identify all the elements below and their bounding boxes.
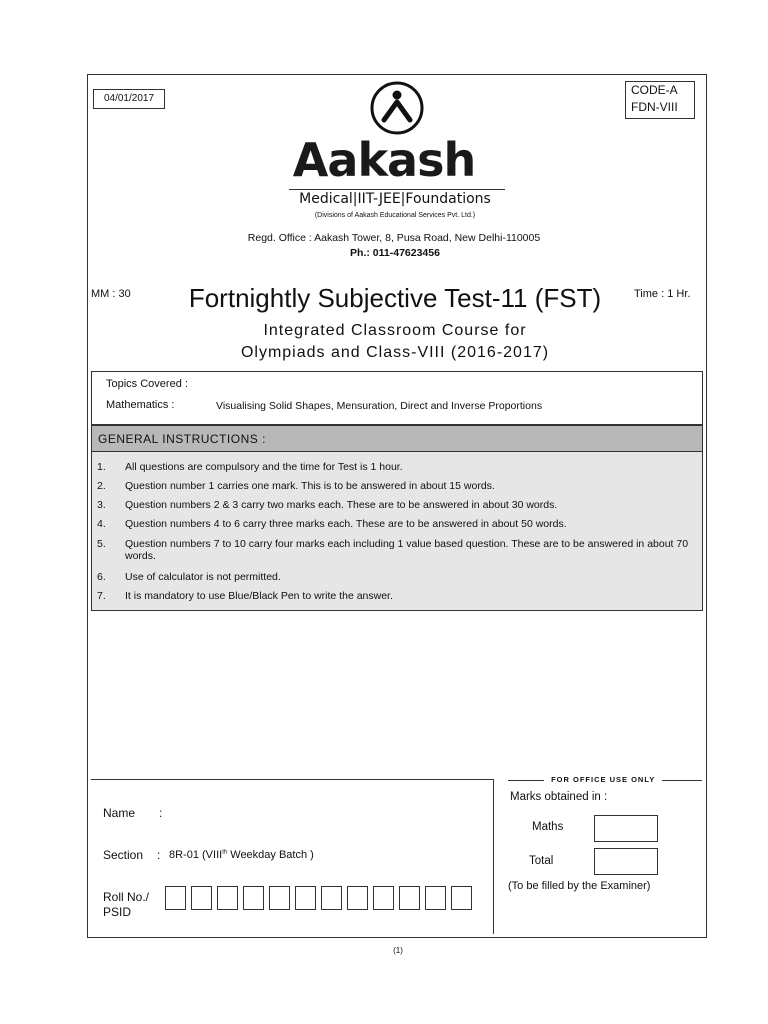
instruction-text: It is mandatory to use Blue/Black Pen to write the answer. <box>125 590 393 602</box>
instruction-number: 1. <box>97 461 106 473</box>
dash-rule <box>662 780 702 781</box>
maths-label: Maths <box>532 821 564 833</box>
instruction-number: 7. <box>97 590 106 602</box>
instruction-text: Question numbers 4 to 6 carry three marks each. These are to be answered in about 50 words. <box>125 518 567 530</box>
office-use-heading <box>508 775 704 784</box>
section-value-text: 8R-01 (VIII <box>169 849 223 861</box>
roll-number-cell[interactable] <box>451 886 472 910</box>
instruction-text: Question numbers 2 & 3 carry two marks each. These are to be answered in about 30 words. <box>125 499 558 511</box>
instruction-number: 6. <box>97 571 106 583</box>
roll-number-cell[interactable] <box>373 886 394 910</box>
roll-number-cell[interactable] <box>217 886 238 910</box>
total-marks-box[interactable] <box>594 848 658 875</box>
subtitle-line: Olympiads and Class-VIII (2016-2017) <box>240 344 550 361</box>
instruction-number: 5. <box>97 538 106 550</box>
division-note: (Divisions of Aakash Educational Services Pvt. Ltd.) <box>314 212 476 219</box>
roll-number-cell[interactable] <box>321 886 342 910</box>
instructions-heading: GENERAL INSTRUCTIONS : <box>91 425 703 452</box>
office-phone: Ph.: 011-47623456 <box>350 247 440 259</box>
office-address: Regd. Office : Aakash Tower, 8, Pusa Road, New Delhi-110005 <box>247 232 541 244</box>
subtitle-line: Integrated Classroom Course for <box>263 322 527 339</box>
code-box <box>625 81 695 119</box>
roll-number-cell[interactable] <box>295 886 316 910</box>
brand-name: Aakash <box>292 133 476 187</box>
roll-label-line: Roll No./ <box>103 890 150 904</box>
roll-number-cell[interactable] <box>191 886 212 910</box>
roll-number-cell[interactable] <box>269 886 290 910</box>
subject-label: Mathematics : <box>106 399 175 411</box>
instruction-number: 2. <box>97 480 106 492</box>
test-subtitle <box>0 320 768 364</box>
marks-obtained-label: Marks obtained in : <box>510 791 608 803</box>
instruction-number: 4. <box>97 518 106 530</box>
roll-number-cell[interactable] <box>399 886 420 910</box>
section-value-end: Weekday Batch ) <box>227 849 314 861</box>
page-number: (1) <box>393 946 403 955</box>
name-label: Name <box>103 806 136 820</box>
test-title: Fortnightly Subjective Test-11 (FST) <box>188 283 602 313</box>
maths-marks-box[interactable] <box>594 815 658 842</box>
section-value <box>169 849 314 861</box>
section-divider <box>91 779 493 780</box>
date-box: 04/01/2017 <box>93 89 165 109</box>
topics-list: Visualising Solid Shapes, Mensuration, Direct and Inverse Proportions <box>216 400 543 412</box>
aakash-logo-icon <box>370 80 426 136</box>
instruction-text: All questions are compulsory and the time for Test is 1 hour. <box>125 461 403 473</box>
roll-number-cell[interactable] <box>243 886 264 910</box>
instruction-text: Question numbers 7 to 10 carry four marks each including 1 value based question. These are to be answered in about 70 words. <box>125 538 689 562</box>
roll-number-cell[interactable] <box>347 886 368 910</box>
roll-label <box>103 890 149 920</box>
code-line: CODE-A <box>631 83 678 97</box>
roll-number-cell[interactable] <box>165 886 186 910</box>
name-colon: : <box>159 806 163 820</box>
code-line: FDN-VIII <box>631 100 678 114</box>
instruction-number: 3. <box>97 499 106 511</box>
roll-label-line: PSID <box>103 905 132 919</box>
dash-rule <box>508 780 544 781</box>
brand-tagline: Medical|IIT-JEE|Foundations <box>299 191 491 207</box>
examiner-note: (To be filled by the Examiner) <box>508 880 651 892</box>
instruction-text: Question number 1 carries one mark. This is to be answered in about 15 words. <box>125 480 495 492</box>
section-label: Section <box>103 848 144 862</box>
max-marks: MM : 30 <box>91 288 131 300</box>
total-label: Total <box>529 855 554 867</box>
topics-label: Topics Covered : <box>106 378 188 390</box>
test-time: Time : 1 Hr. <box>634 288 691 300</box>
roll-number-cell[interactable] <box>425 886 446 910</box>
section-colon: : <box>157 848 161 862</box>
instruction-text: Use of calculator is not permitted. <box>125 571 281 583</box>
office-use-label: FOR OFFICE USE ONLY <box>551 775 656 784</box>
column-divider <box>493 779 494 934</box>
section-value-sup: th <box>222 849 228 856</box>
